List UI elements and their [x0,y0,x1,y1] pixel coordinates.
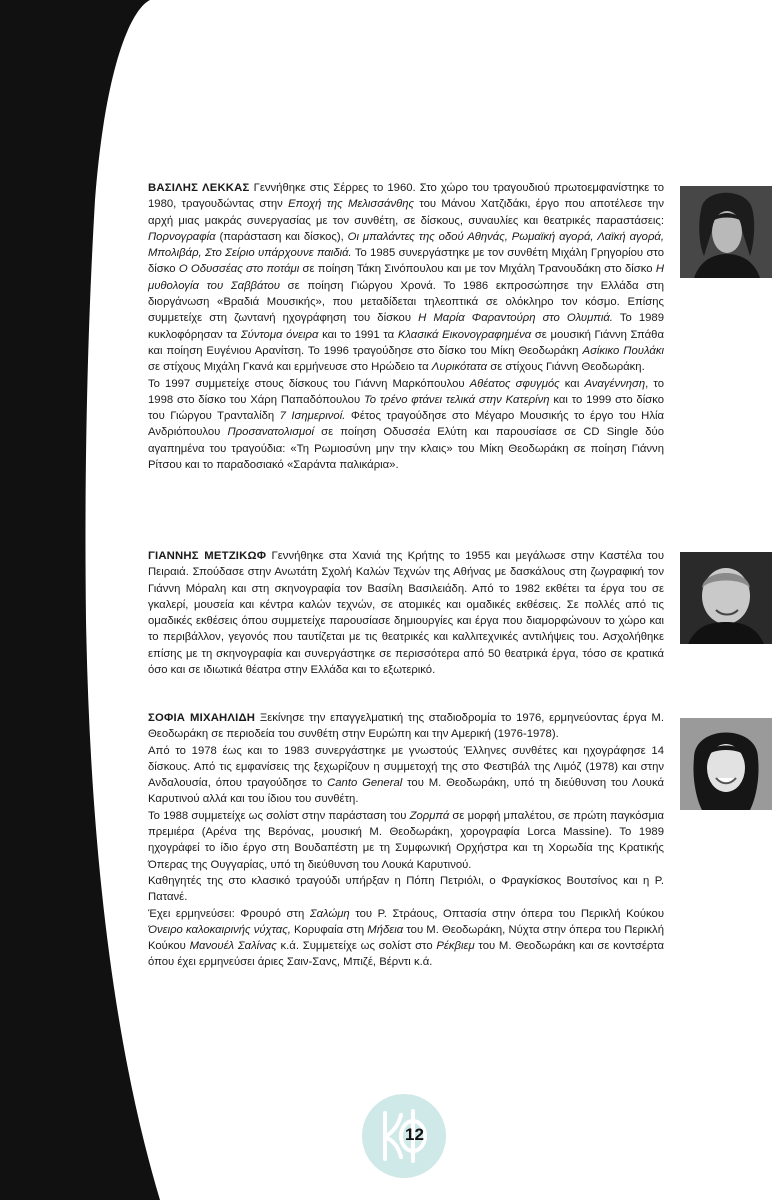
bio-text [148,550,664,676]
bio-name: ΓΙΑΝΝΗΣ ΜΕΤΖΙΚΩΦ [148,550,267,562]
italic-title: Εποχή της Μελισσάνθης [288,198,415,211]
italic-title: Ζορμπά [409,809,450,822]
italic-title: Οι μπαλάντες της οδού Αθηνάς, Ρωμαϊκή αγορά, Λαϊκή αγορά, Μπολιβάρ, Στο Σείριο υπάρχουνε παιδιά. [148,230,664,260]
text-run: Το 1989 κυκλοφόρησαν τα [148,312,664,341]
italic-title: Κλασικά Εικονογραφημένα [397,328,532,341]
bio-paragraph [148,548,664,678]
portrait-photo-lekkas [680,186,772,278]
text-run: σε στίχους Μιχάλη Γκανά και ερμήνευσε στο Ηρώδειο τα [148,361,432,374]
bio-name: ΣΟΦΙΑ ΜΙΧΑΗΛΙΔΗ [148,712,256,724]
page-number: 12 [405,1125,424,1144]
biographies [148,180,664,971]
bio-text [148,182,664,373]
text-run: σε ποίηση Τάκη Σινόπουλου και με τον Μιχάλη Τρανουδάκη στο δίσκο [299,263,656,276]
kf-monogram-logo-icon [361,1093,447,1179]
text-run: και το 1991 τα [318,328,398,341]
italic-title: Αναγέννηση [584,377,646,390]
text-run: και [559,377,585,390]
bio-giannis-metzikof [148,548,664,706]
italic-title: Το τρένο φτάνει τελικά στην Κατερίνη [363,393,550,406]
text-run: σε ποίηση Οδυσσέα Ελύτη και παρουσίασε σε CD Single δύο αγαπημένα του τραγούδια: «Τη Ρωμιοσύνη μην την κλαις» του Μίκη Θεοδωράκη σε ποίηση Γιάννη Ρίτσου και το παραδοσιακό «Σαράντα παλικάρια». [148,426,664,472]
italic-title: Σαλώμη [309,907,350,920]
text-run: Γεννήθηκε στις Σέρρες το 1960. Στο χώρο του τραγουδιού πρωτοεμφανίστηκε το 1980, τραγουδώντας στην [148,182,664,211]
text-run: Το 1988 συμμετείχε ως σολίστ στην παράσταση του [148,809,410,822]
text-run: (παράσταση και δίσκος), [215,230,348,243]
italic-title: 7 Ισημερινοί. [279,410,346,423]
text-run: Έχει ερμηνεύσει: Φρουρό στη [148,907,310,920]
text-run: , το 1998 στο δίσκο του Χάρη Παπαδόπουλου [148,377,664,406]
italic-title: Ασίκικο Πουλάκι [582,344,664,357]
text-run: Από το 1978 έως και το 1983 συνεργάστηκε με γνωστούς Έλληνες συνθέτες και ηχογράφησε 14 δίσκους. Από τις εμφανίσεις της ξεχωρίζουν η συμμετοχή της στο Φεστιβάλ της Λιμόζ (1978) και στην Ανδαλουσία, όπου τραγούδησε το [148,744,664,790]
text-run: Το 1985 συνεργάστηκε με τον συνθέτη Μιχάλη Γρηγορίου στο δίσκο [148,247,664,276]
italic-title: Λυρικότατα [431,361,488,374]
text-run: του Μ. Θεοδωράκη, υπό τη διεύθυνση του Λουκά Καρυτινού αλλά και του ίδιου του συνθέτη. [148,777,664,806]
italic-title: Πορνογραφία [148,230,216,243]
italic-title: Η μυθολογία του Σαββάτου [148,263,665,292]
bio-paragraph [148,873,664,906]
bio-sofia-michailidi [148,710,664,971]
text-run: σε στίχους Γιάννη Θεοδωράκη. [487,361,645,374]
bio-paragraph [148,710,664,743]
text-run: Κορυφαία στη [290,923,368,936]
text-run: σε μουσική Γιάννη Σπάθα και ποίηση Ευγένιου Αρανίτση. Το 1996 τραγούδησε στο δίσκο του Μίκη Θεοδωράκη [148,328,664,357]
bio-paragraph [148,906,664,971]
italic-title: Ρέκβιεμ [436,940,475,953]
italic-title: Ο Οδυσσέας στο ποτάμι [178,263,300,276]
italic-title: Προσανατολισμοί [227,426,314,439]
text-run: του Μάνου Χατζιδάκι, έργο που αποτέλεσε την αρχή μιας μακράς συνεργασίας με τον συνθέτη, σε δίσκους, συναυλίες και θεατρικές παραστάσεις: [148,198,664,227]
bio-paragraph [148,376,664,474]
bio-paragraph [148,808,664,873]
text-run: Ξεκίνησε την επαγγελματική της σταδιοδρομία το 1976, ερμηνεύοντας έργα Μ. Θεοδωράκη σε περιοδεία του συνθέτη στην Ευρώπη και την Αμερική (1976-1978). [148,712,664,741]
bio-paragraph [148,180,664,376]
text-run: του Ρ. Στράους, Οπτασία στην όπερα του Περικλή Κούκου [349,907,664,920]
italic-title: Μήδεια [367,923,404,936]
text-run: σε μορφή μπαλέτου, σε πρώτη παγκόσμια πρεμιέρα (Αρένα της Βερόνας, μουσική Μ. Θεοδωράκη, χορογραφία Lorca Massine). Το 1989 ηχογράφεί το ίδιο έργο στη Βουδαπέστη με τη Συμφωνική Ορχήστρα και τη Χορωδία της Κρατικής Όπερας της Ουγγαρίας, υπό τη διεύθυνση του Λουκά Καρυτινού. [148,809,664,871]
portrait-photo-michailidi [680,718,772,810]
text-run: κ.ά. Συμμετείχε ως σολίστ στο [276,940,437,953]
italic-title: Όνειρο καλοκαιρινής νύχτας, [148,923,291,936]
italic-title: Σύντομα όνειρα [240,328,319,341]
text-run: και το 1999 στο δίσκο του Γιώργου Τρανταλίδη [148,393,665,423]
text-run: σε ποίηση Γιώργου Χρονά. Το 1986 εκπροσώπησε την Ελλάδα στη διοργάνωση «Βραδιά Μουσικής», που μεταδίδεται τηλεοπτικά σε ολόκληρο τον κόσμο. Επίσης συμμετείχε στη ζωντανή ηχογράφηση του δίσκου [148,279,665,325]
italic-title: Αθέατος σφυγμός [469,377,560,390]
text-run: Γεννήθηκε στα Χανιά της Κρήτης το 1955 και μεγάλωσε στην Καστέλα του Πειραιά. Σπούδασε στην Ανωτάτη Σχολή Καλών Τεχνών της Αθήνας με δασκάλους στη ζωγραφική τον Γιάννη Μόραλη και στη σκηνογραφία τον Βασίλη Βασιλειάδη. Από το 1982 εκθέτει τα έργα του σε γκαλερί, μουσεία και κέντρα καλών τεχνών, σε ατομικές και ομαδικές εκθέσεις. Σε πολλές από τις ομαδικές εκθέσεις όπου συμμετείχε παρουσίασε δημιουργίες και έργα που διαμορφώνουν το χώρο και το περιβάλλον, γεγονός που ταυτίζεται με τις θεατρικές και καλλιτεχνικές αντιλήψεις του. Ασχολήθηκε επίσης με τη σκηνογραφία και συνεργάστηκε σε περισσότερα από 50 θεατρικά έργα, τόσο σε κρατικά όσο και σε ιδιωτικά θέατρα στην Ελλάδα και το εξωτερικό. [148,550,664,677]
italic-title: Η Μαρία Φαραντούρη στο Ολυμπιά. [418,312,613,325]
italic-title: Canto General [327,777,403,790]
text-run: του Μ. Θεοδωράκη και σε κοντσέρτα όπου έχει ερμηνεύσει άριες Σαιν-Σανς, Μπιζέ, Βέρντι κ.ά. [148,940,665,969]
text-run: Καθηγητές της στο κλασικό τραγούδι υπήρξαν η Πόπη Πετριόλι, ο Φραγκίσκος Βουτσίνος και η Ρ. Πατανέ. [148,874,664,904]
bio-name: ΒΑΣΙΛΗΣ ΛΕΚΚΑΣ [148,182,250,194]
italic-title: Μανουέλ Σαλίνας [189,940,277,953]
text-run: Το 1997 συμμετείχε στους δίσκους του Γιάννη Μαρκόπουλου [148,377,470,390]
bio-paragraph [148,743,664,808]
text-run: του Μ. Θεοδωράκη, Νύχτα στην όπερα του Περικλή Κούκου [148,923,664,953]
text-run: Φέτος τραγούδησε στο Μέγαρο Μουσικής το έργο του Ηλία Ανδριόπουλου [148,410,665,439]
bio-vasilis-lekkas [148,180,664,540]
portrait-photo-metzikof [680,552,772,644]
